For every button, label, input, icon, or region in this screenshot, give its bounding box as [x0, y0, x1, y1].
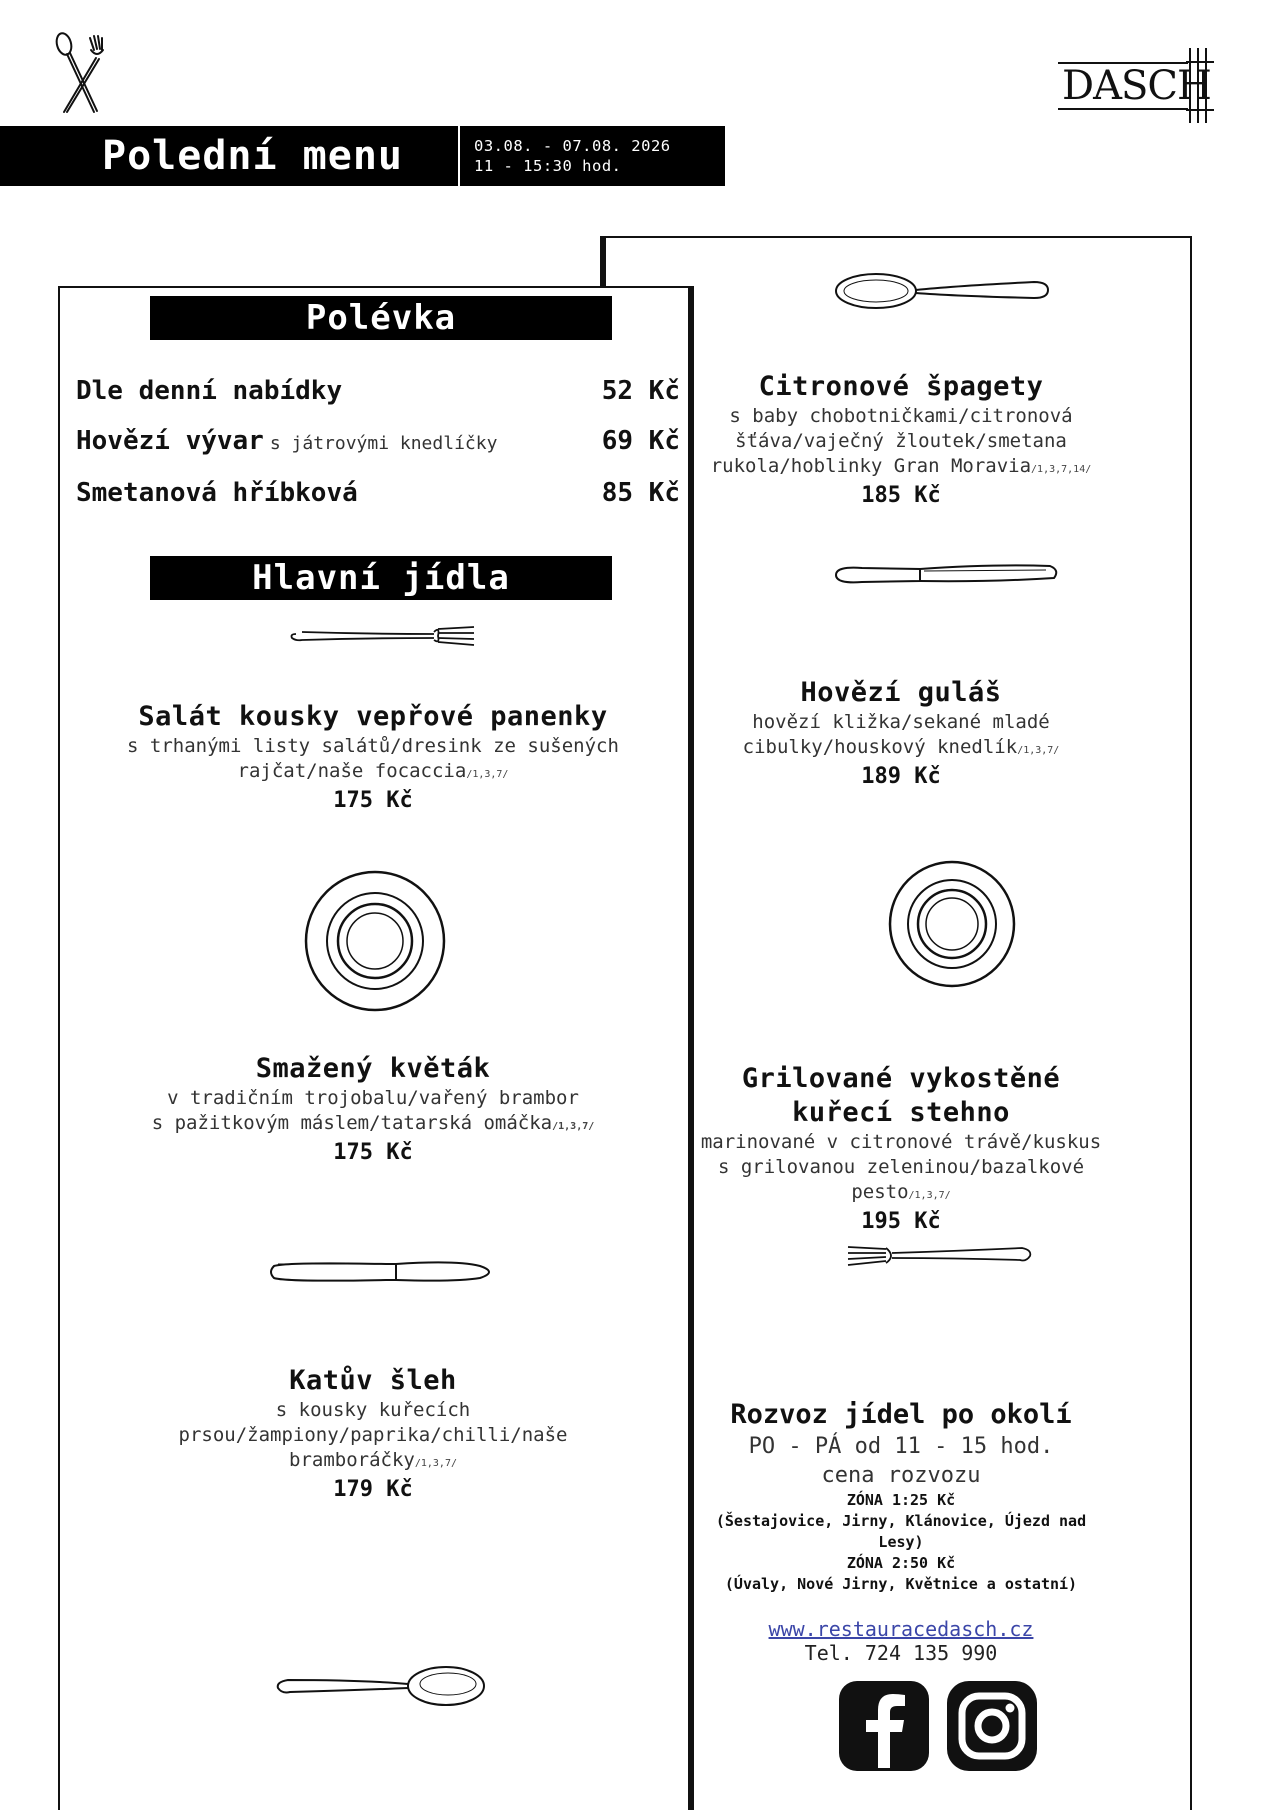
- dish-name: Hovězí guláš: [800, 677, 1002, 708]
- delivery-zone-1-places: Lesy): [878, 1533, 924, 1551]
- soup-item: [76, 478, 680, 508]
- dish-name: Citronové špagety: [758, 371, 1044, 402]
- allergen-codes: /1,3,7/: [908, 1190, 951, 1201]
- dish-description: [68, 1448, 678, 1476]
- dish-name: kuřecí stehno: [792, 1097, 1010, 1128]
- allergen-codes: /1,3,7,14/: [1031, 464, 1092, 475]
- dish-description-text: rajčat/naše focaccia: [237, 760, 467, 782]
- soup-name: Smetanová hříbková: [76, 478, 358, 508]
- dish-description: [616, 735, 1186, 763]
- dish-card: [68, 1052, 678, 1167]
- delivery-info: [616, 1398, 1186, 1665]
- section-heading-soups: Polévka: [150, 296, 612, 340]
- dish-description: s grilovanou zeleninou/bazalkové: [717, 1156, 1085, 1178]
- dish-card: [616, 676, 1186, 791]
- plate-icon: [886, 858, 1018, 990]
- spoon-icon: [834, 266, 1054, 316]
- dish-price: 185 Kč: [861, 483, 941, 508]
- delivery-title: Rozvoz jídel po okolí: [730, 1399, 1072, 1430]
- dish-description: marinované v citronové trávě/kuskus: [700, 1131, 1102, 1153]
- soup-name: Hovězí vývar: [76, 426, 264, 456]
- menu-panel-left: [58, 286, 694, 1810]
- dish-description: s baby chobotničkami/citronová: [729, 405, 1073, 427]
- brand-name: DASCH: [1058, 62, 1188, 110]
- date-box: [458, 126, 725, 186]
- phone-number: Tel. 724 135 990: [804, 1641, 998, 1665]
- dish-name: Grilované vykostěné: [741, 1063, 1061, 1094]
- dish-description: s kousky kuřecích: [275, 1399, 471, 1421]
- dish-price: 175 Kč: [333, 1140, 413, 1165]
- soup-price: 52 Kč: [601, 376, 680, 406]
- delivery-zone-2-places: (Úvaly, Nové Jirny, Květnice a ostatní): [724, 1575, 1078, 1593]
- dish-description: v tradičním trojobalu/vařený brambor: [167, 1087, 579, 1109]
- date-range-text: 03.08. - 07.08. 2026: [474, 137, 671, 155]
- delivery-zone-1-places: (Šestajovice, Jirny, Klánovice, Újezd nad: [715, 1512, 1087, 1530]
- allergen-codes: /1,3,7/: [466, 769, 509, 780]
- soup-item: [76, 426, 680, 456]
- soup-subtitle: s játrovými knedlíčky: [269, 433, 498, 454]
- delivery-zone-2: ZÓNA 2:50 Kč: [846, 1554, 956, 1572]
- dish-description: prsou/žampiony/paprika/chilli/naše: [178, 1424, 568, 1446]
- dish-name: Salát kousky vepřové panenky: [138, 701, 608, 732]
- dish-description-text: s pažitkovým máslem/tatarská omáčka: [151, 1112, 553, 1134]
- facebook-icon[interactable]: [838, 1680, 930, 1772]
- knife-icon: [266, 1252, 502, 1292]
- date-range: [474, 136, 671, 176]
- allergen-codes: /1,3,7/: [414, 1458, 457, 1469]
- dish-description-text: bramboráčky: [289, 1449, 415, 1471]
- dish-card: [616, 1062, 1186, 1236]
- fork-icon: [288, 620, 478, 652]
- dish-card: [68, 1364, 678, 1504]
- dish-price: 179 Kč: [333, 1477, 413, 1502]
- dish-description-text: cibulky/houskový knedlík: [742, 736, 1018, 758]
- fork-icon: [846, 1238, 1036, 1274]
- instagram-icon[interactable]: [946, 1680, 1038, 1772]
- cutlery-logo-icon: [50, 30, 110, 115]
- soup-price: 69 Kč: [601, 426, 680, 456]
- dish-description-text: pesto: [851, 1181, 909, 1203]
- spoon-icon: [272, 1660, 488, 1710]
- dish-description: hovězí kližka/sekané mladé: [752, 711, 1050, 733]
- dish-price: 195 Kč: [861, 1209, 941, 1234]
- knife-icon: [832, 558, 1062, 592]
- dish-card: [616, 370, 1186, 510]
- website-link[interactable]: www.restauracedasch.cz: [768, 1617, 1034, 1641]
- dish-description: šťáva/vaječný žloutek/smetana: [735, 430, 1067, 452]
- dish-description-text: rukola/hoblinky Gran Moravia: [710, 455, 1032, 477]
- page-title: Polední menu: [102, 133, 403, 179]
- soup-name: Dle denní nabídky: [76, 376, 343, 406]
- delivery-zone-1: ZÓNA 1:25 Kč: [846, 1491, 956, 1509]
- delivery-price-label: cena rozvozu: [821, 1463, 981, 1488]
- dish-price: 175 Kč: [333, 788, 413, 813]
- title-band: [0, 126, 725, 186]
- serving-hours: 11 - 15:30 hod.: [474, 157, 622, 175]
- dish-description: [616, 454, 1186, 482]
- allergen-codes: /1,3,7/: [552, 1121, 595, 1132]
- delivery-hours: PO - PÁ od 11 - 15 hod.: [748, 1434, 1054, 1459]
- dish-description: [68, 1111, 678, 1139]
- brand-logo: [1058, 48, 1218, 123]
- dish-name: Katův šleh: [289, 1365, 457, 1396]
- dish-description: [616, 1180, 1186, 1208]
- allergen-codes: /1,3,7/: [1017, 745, 1060, 756]
- dish-card: [68, 700, 678, 815]
- brand-bars-icon: [1186, 48, 1214, 123]
- dish-price: 189 Kč: [861, 764, 941, 789]
- soup-price: 85 Kč: [601, 478, 680, 508]
- dish-description: [68, 759, 678, 787]
- dish-name: Smažený květák: [255, 1053, 491, 1084]
- plate-icon: [302, 868, 448, 1014]
- section-heading-mains: Hlavní jídla: [150, 556, 612, 600]
- dish-description: s trhanými listy salátů/dresink ze sušených: [127, 735, 619, 757]
- soup-item: [76, 376, 680, 406]
